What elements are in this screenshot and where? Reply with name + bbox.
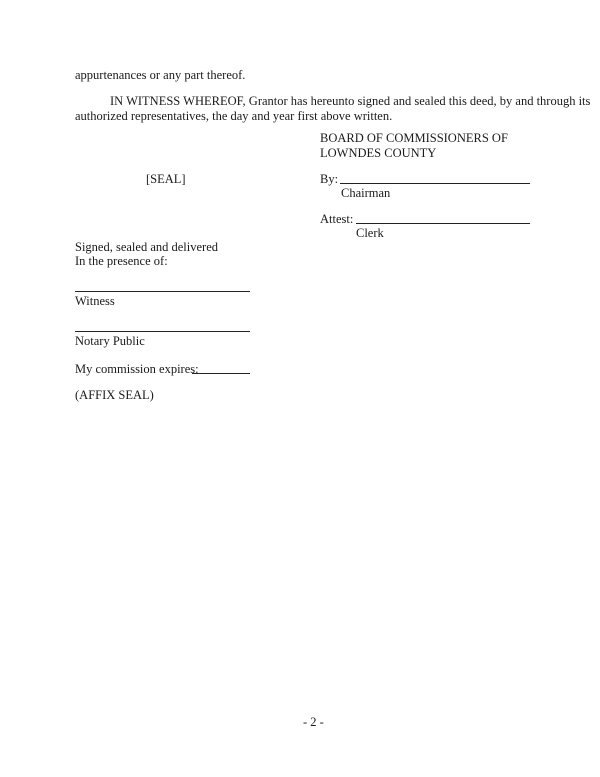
chairman-label: Chairman: [341, 186, 391, 200]
notary-label: Notary Public: [75, 334, 145, 348]
signed-delivered-line1: Signed, sealed and delivered: [75, 240, 219, 254]
page-number: - 2 -: [303, 715, 324, 729]
grantor-name-line1: BOARD OF COMMISSIONERS OF: [320, 131, 508, 145]
seal-label: [SEAL]: [146, 172, 186, 186]
by-label: By:: [320, 172, 339, 186]
witness-paragraph-line2: authorized representatives, the day and year first above written.: [75, 109, 393, 123]
continuation-text: appurtenances or any part thereof.: [75, 68, 246, 82]
grantor-name-line2: LOWNDES COUNTY: [320, 146, 437, 160]
witness-label: Witness: [75, 294, 115, 308]
notary-signature-line: [75, 331, 250, 332]
commission-label: My commission expires:: [75, 362, 199, 376]
chairman-signature-line: [340, 183, 530, 184]
witness-signature-line: [75, 291, 250, 292]
affix-seal-label: (AFFIX SEAL): [75, 388, 154, 402]
clerk-signature-line: [356, 223, 530, 224]
commission-date-line: [192, 373, 250, 374]
witness-paragraph-line1: IN WITNESS WHEREOF, Grantor has hereunto signed and sealed this deed, by and through its: [110, 94, 591, 108]
clerk-label: Clerk: [356, 226, 384, 240]
attest-label: Attest:: [320, 212, 354, 226]
signed-delivered-line2: In the presence of:: [75, 254, 168, 268]
